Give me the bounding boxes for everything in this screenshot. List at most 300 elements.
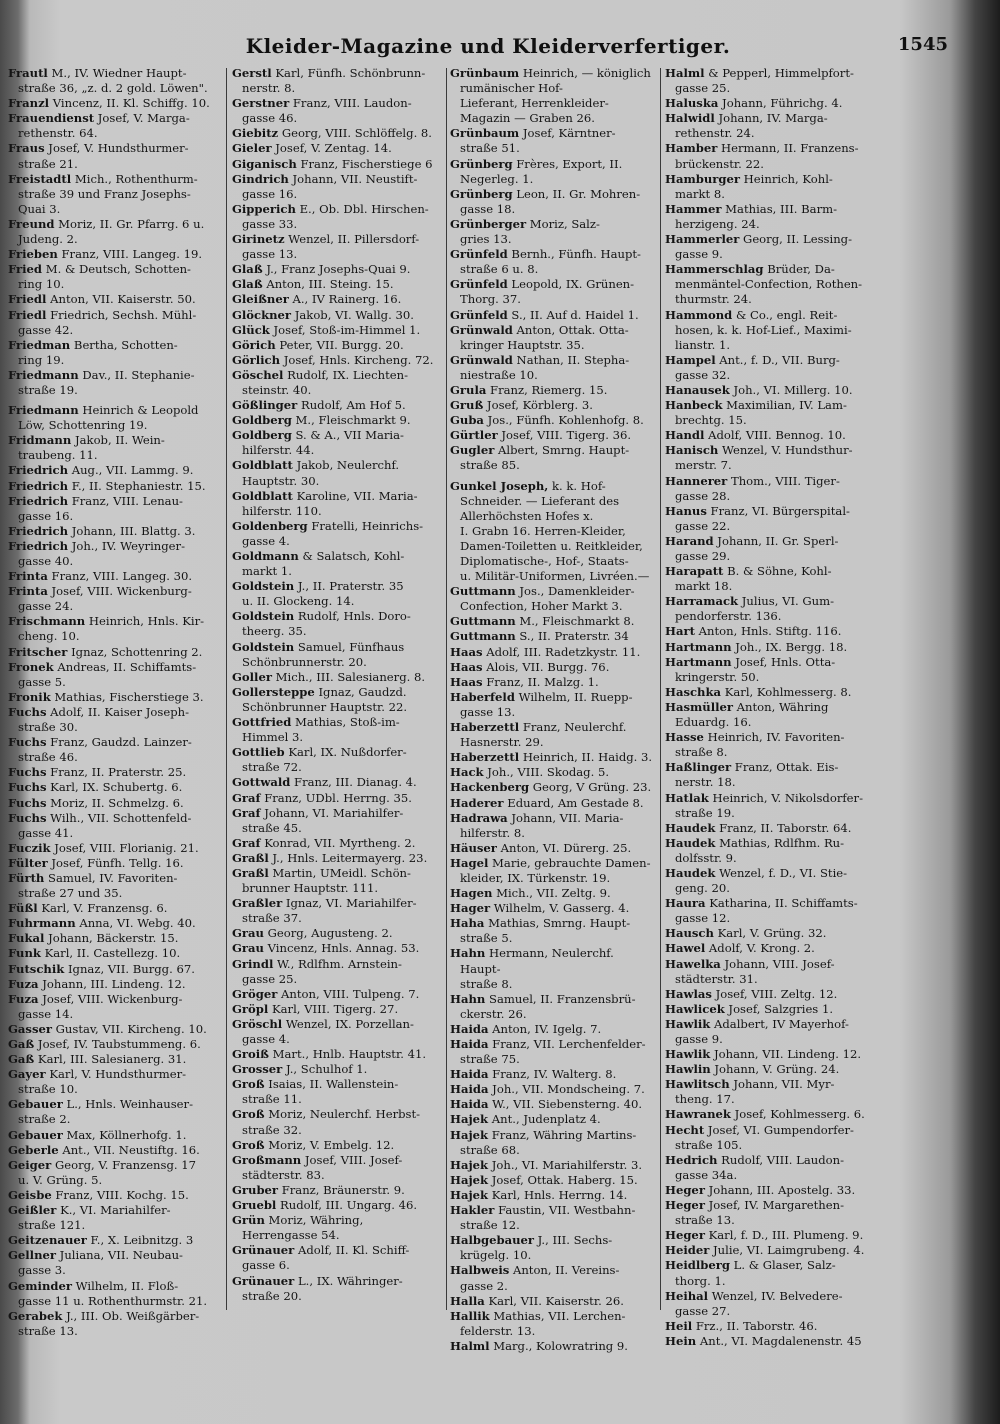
entry-details: Konrad, VII. Myrtheng. 2. <box>260 835 416 850</box>
directory-entry <box>8 403 220 433</box>
entry-name: Geminder <box>8 1278 72 1293</box>
directory-entry <box>232 126 442 141</box>
directory-entry <box>232 413 442 428</box>
entry-name: Frinta <box>8 569 48 584</box>
entry-name: Grünfeld <box>450 307 508 322</box>
entry-details: Moriz, Währing, Herrengasse 54. <box>242 1213 364 1243</box>
directory-entry <box>450 1309 655 1339</box>
directory-entry <box>8 1309 220 1339</box>
entry-name: Gaß <box>8 1037 35 1051</box>
entry-details: Anton, Hnls. Stiftg. 116. <box>694 624 842 639</box>
directory-entry <box>665 760 880 790</box>
directory-entry <box>8 1203 220 1233</box>
entry-details: Johann, III. Apostelg. 33. <box>704 1182 856 1197</box>
entry-name: Fronek <box>8 659 54 674</box>
entry-name: Freistadtl <box>8 171 72 186</box>
directory-entry <box>232 987 442 1002</box>
directory-entry <box>8 901 220 916</box>
entry-details: Georg, Augusteng. 2. <box>263 926 393 941</box>
entry-name: Goller <box>232 669 272 684</box>
entry-name: Freund <box>8 216 55 231</box>
entry-details: Faustin, VII. Westbahn- straße 12. <box>460 1203 636 1233</box>
directory-entry <box>8 308 220 338</box>
entry-details: Anton, III. Steing. 15. <box>262 277 394 292</box>
entry-details: k. k. Hof- Schneider. — Lieferant des Allerhöchsten Hofes x. I. Grabn 16. Herren-Kleider, Damen-Toiletten u. Reitkleider, Diplomatische-, Hof-, Staats- u. Militär-Uniformen, Livréen.— <box>460 478 650 584</box>
directory-entry <box>8 962 220 977</box>
entry-name: Haida <box>450 1097 489 1112</box>
directory-entry <box>232 1243 442 1273</box>
entry-details: M., Fleischmarkt 9. <box>291 413 411 428</box>
entry-details: Johann, Bäckerstr. 15. <box>44 931 179 946</box>
directory-entry <box>8 856 220 871</box>
entry-details: Vincenz, II. Kl. Schiffg. 10. <box>49 96 210 111</box>
entry-details: Adolf, II. Kl. Schiff- gasse 6. <box>242 1243 410 1273</box>
directory-entry <box>8 1188 220 1203</box>
directory-entry <box>8 690 220 705</box>
directory-entry <box>665 172 880 202</box>
entry-name: Futschik <box>8 961 65 976</box>
directory-entry <box>665 594 880 624</box>
entry-name: Hecht <box>665 1122 705 1137</box>
directory-entry <box>665 443 880 473</box>
entry-name: Hawlik <box>665 1047 711 1062</box>
entry-details: Nathan, II. Stepha- niestraße 10. <box>460 352 630 382</box>
entry-details: Franz, Fischerstiege 6 <box>296 156 433 171</box>
entry-name: Fuhrmann <box>8 916 76 931</box>
directory-entry <box>450 750 655 765</box>
entry-name: Hanisch <box>665 443 719 458</box>
directory-entry <box>665 624 880 639</box>
directory-entry <box>665 1002 880 1017</box>
entry-name: Gerabek <box>8 1308 63 1323</box>
directory-entry <box>665 655 880 685</box>
directory-entry <box>8 871 220 901</box>
entry-details: Karl, Hnls. Herrng. 14. <box>488 1187 628 1202</box>
entry-name: Friedrich <box>8 538 69 553</box>
entry-name: Gebauer <box>8 1097 63 1112</box>
entry-name: Hawlicek <box>665 1001 725 1016</box>
directory-entry <box>232 428 442 458</box>
directory-entry <box>8 217 220 247</box>
entry-details: Vincenz, Hnls. Annag. 53. <box>263 941 420 956</box>
directory-entry <box>232 141 442 156</box>
directory-entry <box>450 383 655 398</box>
directory-entry <box>232 277 442 292</box>
entry-details: M. & Deutsch, Schotten- ring 10. <box>18 262 191 292</box>
entry-name: Guttmann <box>450 629 516 644</box>
entry-name: Haßlinger <box>665 760 732 775</box>
entry-name: Hagel <box>450 855 489 870</box>
directory-entry <box>8 494 220 524</box>
directory-entry <box>232 1062 442 1077</box>
entry-details: J., III. Sechs- krügelg. 10. <box>460 1233 613 1263</box>
entry-details: Johann, II. Gr. Sperl- gasse 29. <box>675 533 839 563</box>
entry-name: Gürtler <box>450 428 498 443</box>
entry-name: Fuchs <box>8 795 47 810</box>
directory-entry <box>8 645 220 660</box>
directory-entry <box>232 866 442 896</box>
entry-name: Haida <box>450 1082 489 1097</box>
entry-details: Martin, UMeidl. Schön- brunner Hauptstr. 111. <box>242 865 411 896</box>
directory-entry <box>665 141 880 171</box>
entry-details: Rudolf, III. Ungarg. 46. <box>276 1198 418 1213</box>
entry-name: Gerstner <box>232 96 290 111</box>
entry-name: Guba <box>450 413 484 428</box>
entry-name: Hasse <box>665 730 704 745</box>
directory-entry <box>450 157 655 187</box>
directory-entry <box>665 474 880 504</box>
entry-details: Joh., VIII. Skodag. 5. <box>483 765 610 780</box>
directory-entry <box>665 987 880 1002</box>
directory-entry <box>8 1279 220 1309</box>
entry-name: Guttmann <box>450 614 516 629</box>
directory-entry <box>450 479 655 585</box>
directory-entry <box>8 1233 220 1248</box>
entry-details: Karoline, VII. Maria- hilferstr. 110. <box>242 488 418 518</box>
entry-name: Haas <box>450 644 483 659</box>
entry-details: Mich., Rothenthurm- straße 39 und Franz Josephs- Quai 3. <box>18 171 198 216</box>
directory-entry <box>665 926 880 941</box>
entry-name: Friedman <box>8 337 71 352</box>
entry-details: Josef, VIII. Tigerg. 36. <box>497 428 632 443</box>
directory-entry <box>450 247 655 277</box>
entry-name: Friedrich <box>8 478 69 493</box>
entry-name: Haudek <box>665 835 716 850</box>
directory-entry <box>450 1263 655 1293</box>
entry-name: Glaß <box>232 277 263 292</box>
entry-details: Bertha, Schotten- ring 19. <box>18 337 178 367</box>
entry-name: Halml <box>450 1338 490 1353</box>
entry-name: Gruß <box>450 398 484 413</box>
entry-details: Moriz, II. Schmelzg. 6. <box>46 795 184 810</box>
entry-name: Hagen <box>450 886 493 901</box>
directory-entry <box>665 1107 880 1122</box>
entry-details: & Pepperl, Himmelpfort- gasse 25. <box>675 66 854 96</box>
entry-name: Gerstl <box>232 66 272 80</box>
entry-details: Wenzel, IV. Belvedere- gasse 27. <box>675 1288 843 1318</box>
entry-details: Johann, VII. Maria- hilferstr. 8. <box>460 810 624 840</box>
entry-name: Heidlberg <box>665 1258 730 1273</box>
entry-details: Joh., IX. Bergg. 18. <box>731 639 848 654</box>
entry-details: Maximilian, IV. Lam- brechtg. 15. <box>675 398 847 428</box>
entry-name: Gasser <box>8 1021 52 1036</box>
entry-details: Hermann, Neulerchf. Haupt- straße 8. <box>460 946 614 991</box>
entry-name: Hack <box>450 765 484 780</box>
entry-name: Grünbaum <box>450 126 520 141</box>
entry-name: Fronik <box>8 689 51 704</box>
directory-entry <box>665 866 880 896</box>
entry-details: Jakob, VI. Wallg. 30. <box>291 307 414 322</box>
entry-details: Franz, II. Taborstr. 64. <box>715 820 852 835</box>
directory-entry <box>450 66 655 126</box>
entry-details: Jakob, II. Wein- traubeng. 11. <box>18 433 165 463</box>
entry-details: Franz, Neulerchf. Hasnerstr. 29. <box>460 720 627 750</box>
entry-details: Joh., VI. Mariahilferstr. 3. <box>488 1157 643 1172</box>
entry-details: Franz, IV. Walterg. 8. <box>488 1067 617 1082</box>
entry-name: Hanus <box>665 503 707 518</box>
entry-details: Leopold, IX. Grünen- Thorg. 37. <box>460 277 635 307</box>
entry-name: Hajek <box>450 1112 489 1127</box>
entry-name: Hein <box>665 1333 697 1348</box>
entry-details: Johann, VII. Neustift- gasse 16. <box>242 171 418 201</box>
entry-details: J., Schulhof 1. <box>282 1062 368 1077</box>
entry-details: Georg, VIII. Schlöffelg. 8. <box>278 126 432 141</box>
entry-name: Grünwald <box>450 352 513 367</box>
directory-entry <box>232 353 442 368</box>
directory-entry <box>232 1047 442 1062</box>
entry-details: Josef, VIII. Wickenburg- gasse 24. <box>18 584 192 614</box>
directory-entry <box>8 841 220 856</box>
directory-entry <box>665 1077 880 1107</box>
entry-name: Grünwald <box>450 322 513 337</box>
directory-entry <box>450 443 655 473</box>
entry-details: Anton, VII. Kaiserstr. 50. <box>46 292 196 307</box>
entry-name: Frinta <box>8 584 48 599</box>
entry-name: Halbweis <box>450 1263 510 1278</box>
entry-details: Mathias, Stoß-im- Himmel 3. <box>242 715 400 745</box>
directory-entry <box>8 111 220 141</box>
entry-details: J., II. Praterstr. 35 u. II. Glockeng. 14. <box>242 579 404 609</box>
entry-name: Groß <box>232 1107 265 1122</box>
directory-entry <box>232 685 442 715</box>
entry-details: Josef, Salzgries 1. <box>724 1001 834 1016</box>
entry-details: Johann, V. Grüng. 24. <box>710 1062 840 1077</box>
entry-details: Moriz, Salz- gries 13. <box>460 216 600 247</box>
directory-entry <box>8 262 220 292</box>
entry-name: Hawlik <box>665 1016 711 1031</box>
entry-name: Harramack <box>665 594 739 609</box>
column-divider <box>660 68 661 1310</box>
directory-entry <box>450 1339 655 1354</box>
entry-details: Adolf, III. Radetzkystr. 11. <box>482 644 641 659</box>
entry-name: Füßl <box>8 901 38 916</box>
entry-details: Mich., III. Salesianerg. 8. <box>271 669 426 684</box>
directory-entry <box>232 1213 442 1243</box>
entry-details: Johann, VII. Myr- theng. 17. <box>675 1077 835 1107</box>
entry-details: Bernh., Fünfh. Haupt- straße 6 u. 8. <box>460 247 641 277</box>
entry-details: Dav., II. Stephanie- straße 19. <box>18 367 195 397</box>
directory-entry <box>665 353 880 383</box>
directory-entry <box>232 489 442 519</box>
entry-name: Goldblatt <box>232 488 293 503</box>
entry-details: Anton, VIII. Tulpeng. 7. <box>277 986 420 1001</box>
entry-name: Hart <box>665 624 695 639</box>
entry-name: Fuza <box>8 991 39 1006</box>
directory-entry <box>665 685 880 700</box>
directory-entry <box>665 1228 880 1243</box>
entry-name: Heger <box>665 1228 705 1243</box>
directory-entry <box>232 791 442 806</box>
entry-details: Josef, IV. Taubstummeng. 6. <box>34 1037 201 1051</box>
directory-entry <box>232 1153 442 1183</box>
entry-details: Joh., VI. Millerg. 10. <box>729 382 853 397</box>
entry-name: Hamburger <box>665 171 740 186</box>
directory-entry <box>8 811 220 841</box>
entry-name: Haberzettl <box>450 720 520 735</box>
directory-entry <box>8 780 220 795</box>
entry-details: Heinrich, Kohl- markt 8. <box>675 171 833 201</box>
directory-entry <box>232 262 442 277</box>
entry-details: Josef, Hnls. Otta- kringerstr. 50. <box>675 654 836 684</box>
entry-name: Gruebl <box>232 1198 277 1213</box>
entry-details: Juliana, VII. Neubau- gasse 3. <box>18 1248 183 1278</box>
entry-name: Hajek <box>450 1172 489 1187</box>
entry-details: Jakob, Neulerchf. Hauptstr. 30. <box>242 458 400 488</box>
directory-entry <box>450 1082 655 1097</box>
entry-name: Heil <box>665 1318 693 1333</box>
directory-entry <box>232 851 442 866</box>
entry-details: Mart., Hnlb. Hauptstr. 41. <box>268 1047 427 1062</box>
directory-entry <box>8 539 220 569</box>
entry-details: Frz., II. Taborstr. 46. <box>692 1318 818 1333</box>
entry-name: Grindl <box>232 956 274 971</box>
directory-entry <box>232 941 442 956</box>
directory-entry <box>450 1203 655 1233</box>
directory-entry <box>8 479 220 494</box>
directory-entry <box>450 765 655 780</box>
directory-entry <box>8 463 220 478</box>
directory-entry <box>665 383 880 398</box>
directory-entry <box>8 141 220 171</box>
entry-name: Gröschl <box>232 1016 283 1031</box>
entry-name: Frischmann <box>8 614 86 629</box>
entry-details: Franz, Bräunerstr. 9. <box>278 1182 405 1197</box>
directory-entry <box>8 705 220 735</box>
entry-details: Heinrich, — königlich rumänischer Hof- Lieferant, Herrenkleider- Magazin — Graben 26. <box>460 66 651 126</box>
directory-entry <box>232 202 442 232</box>
directory-entry <box>232 292 442 307</box>
entry-name: Goldstein <box>232 579 295 594</box>
entry-name: Hartmann <box>665 639 732 654</box>
entry-name: Goldblatt <box>232 458 293 473</box>
directory-entry <box>665 1258 880 1288</box>
entry-details: Wenzel, IX. Porzellan- gasse 4. <box>242 1016 414 1046</box>
entry-name: Hedrich <box>665 1152 718 1167</box>
entry-name: Haura <box>665 896 706 911</box>
entry-details: S. & A., VII Maria- hilferstr. 44. <box>242 428 404 458</box>
directory-entry <box>450 841 655 856</box>
directory-entry <box>665 202 880 232</box>
directory-entry <box>450 1022 655 1037</box>
entry-details: Johann, VI. Mariahilfer- straße 45. <box>242 805 404 835</box>
entry-details: Gustav, VII. Kircheng. 10. <box>51 1021 207 1036</box>
entry-details: M., Fleischmarkt 8. <box>515 614 635 629</box>
entry-name: Gieler <box>232 141 272 156</box>
directory-entry <box>665 232 880 262</box>
entry-details: Karl, f. D., III. Plumeng. 9. <box>704 1228 864 1243</box>
directory-entry <box>665 1334 880 1349</box>
entry-name: Friedl <box>8 292 47 307</box>
entry-name: Göschel <box>232 367 284 382</box>
entry-details: Rudolf, IX. Liechten- steinstr. 40. <box>242 367 409 397</box>
entry-name: Gottfried <box>232 715 292 730</box>
entry-details: Franz, VII. Lerchenfelder- straße 75. <box>460 1037 646 1067</box>
directory-entry <box>450 690 655 720</box>
entry-name: Fritscher <box>8 644 68 659</box>
entry-details: Josef, VI. Gumpendorfer- straße 105. <box>675 1122 854 1152</box>
entry-details: B. & Söhne, Kohl- markt 18. <box>675 564 832 594</box>
entry-name: Grünauer <box>232 1243 295 1258</box>
entry-details: Brüder, Da- menmäntel-Confection, Rothen- thurmstr. 24. <box>675 262 863 307</box>
entry-name: Grünberg <box>450 186 513 201</box>
directory-entry <box>450 811 655 841</box>
directory-entry <box>450 1294 655 1309</box>
entry-name: Fuchs <box>8 765 47 780</box>
directory-entry <box>232 338 442 353</box>
entry-name: Halla <box>450 1293 485 1308</box>
directory-entry <box>232 609 442 639</box>
directory-entry <box>665 1017 880 1047</box>
entry-details: Wilhelm, V. Gasserg. 4. <box>490 901 630 916</box>
entry-name: Haha <box>450 916 485 931</box>
entry-details: Peter, VII. Burgg. 20. <box>275 337 404 352</box>
entry-name: Groiß <box>232 1047 269 1062</box>
directory-entry <box>232 66 442 96</box>
entry-details: Anton, Ottak. Otta- kringer Hauptstr. 35. <box>460 322 629 352</box>
entry-details: Franz, Ottak. Eis- nerstr. 18. <box>675 760 839 790</box>
directory-entry <box>232 232 442 262</box>
entry-name: Frautl <box>8 66 48 80</box>
entry-details: Fratelli, Heinrichs- gasse 4. <box>242 518 424 548</box>
entry-details: Karl, Kohlmesserg. 8. <box>721 684 852 699</box>
entry-name: Graf <box>232 805 261 820</box>
entry-details: Adolf, V. Krong. 2. <box>705 941 815 956</box>
entry-details: Wenzel, V. Hundsthur- merstr. 7. <box>675 443 853 473</box>
directory-entry <box>232 1017 442 1047</box>
entry-name: Frieben <box>8 247 58 262</box>
entry-name: Fridmann <box>8 433 72 448</box>
entry-details: J., Franz Josephs-Quai 9. <box>262 262 411 277</box>
entry-name: Hanausek <box>665 382 730 397</box>
entry-name: Geisbe <box>8 1187 52 1202</box>
entry-name: Hackenberg <box>450 780 530 795</box>
entry-name: Haas <box>450 659 483 674</box>
directory-entry <box>8 172 220 217</box>
directory-entry <box>665 1198 880 1228</box>
entry-details: F., X. Leibnitzg. 3 <box>86 1233 194 1248</box>
entry-name: Friedrich <box>8 493 69 508</box>
entry-name: Graßl <box>232 865 269 880</box>
entry-name: Halml <box>665 66 705 80</box>
entry-details: Jos., Damenkleider- Confection, Hoher Markt 3. <box>460 584 635 614</box>
directory-entry <box>232 398 442 413</box>
entry-name: Fukal <box>8 931 45 946</box>
directory-entry <box>8 614 220 644</box>
entry-name: Funk <box>8 946 41 961</box>
entry-details: Andreas, II. Schiffamts- gasse 5. <box>18 659 197 689</box>
entry-name: Fuchs <box>8 810 47 825</box>
entry-details: Franz, Währing Martins- straße 68. <box>460 1127 637 1157</box>
entry-name: Hawlin <box>665 1062 711 1077</box>
entry-name: Goldstein <box>232 639 295 654</box>
entry-name: Grünberger <box>450 216 527 231</box>
entry-name: Hausch <box>665 926 714 941</box>
entry-details: Wenzel, f. D., VI. Stie- geng. 20. <box>675 865 848 896</box>
directory-entry <box>232 368 442 398</box>
entry-name: Hawel <box>665 941 706 956</box>
entry-details: Samuel, II. Franzensbrü- ckerstr. 26. <box>460 991 636 1021</box>
directory-entry <box>232 1198 442 1213</box>
entry-details: Josef, Kärntner- straße 51. <box>460 126 616 156</box>
entry-name: Glück <box>232 322 270 337</box>
entry-details: W., Rdlfhm. Arnstein- gasse 25. <box>242 956 402 986</box>
directory-entry <box>8 1248 220 1278</box>
entry-name: Hammond <box>665 307 733 322</box>
directory-entry <box>665 957 880 987</box>
entry-name: Franzl <box>8 96 50 111</box>
entry-details: Julie, VI. Laimgrubeng. 4. <box>709 1243 865 1258</box>
directory-entry <box>450 886 655 901</box>
